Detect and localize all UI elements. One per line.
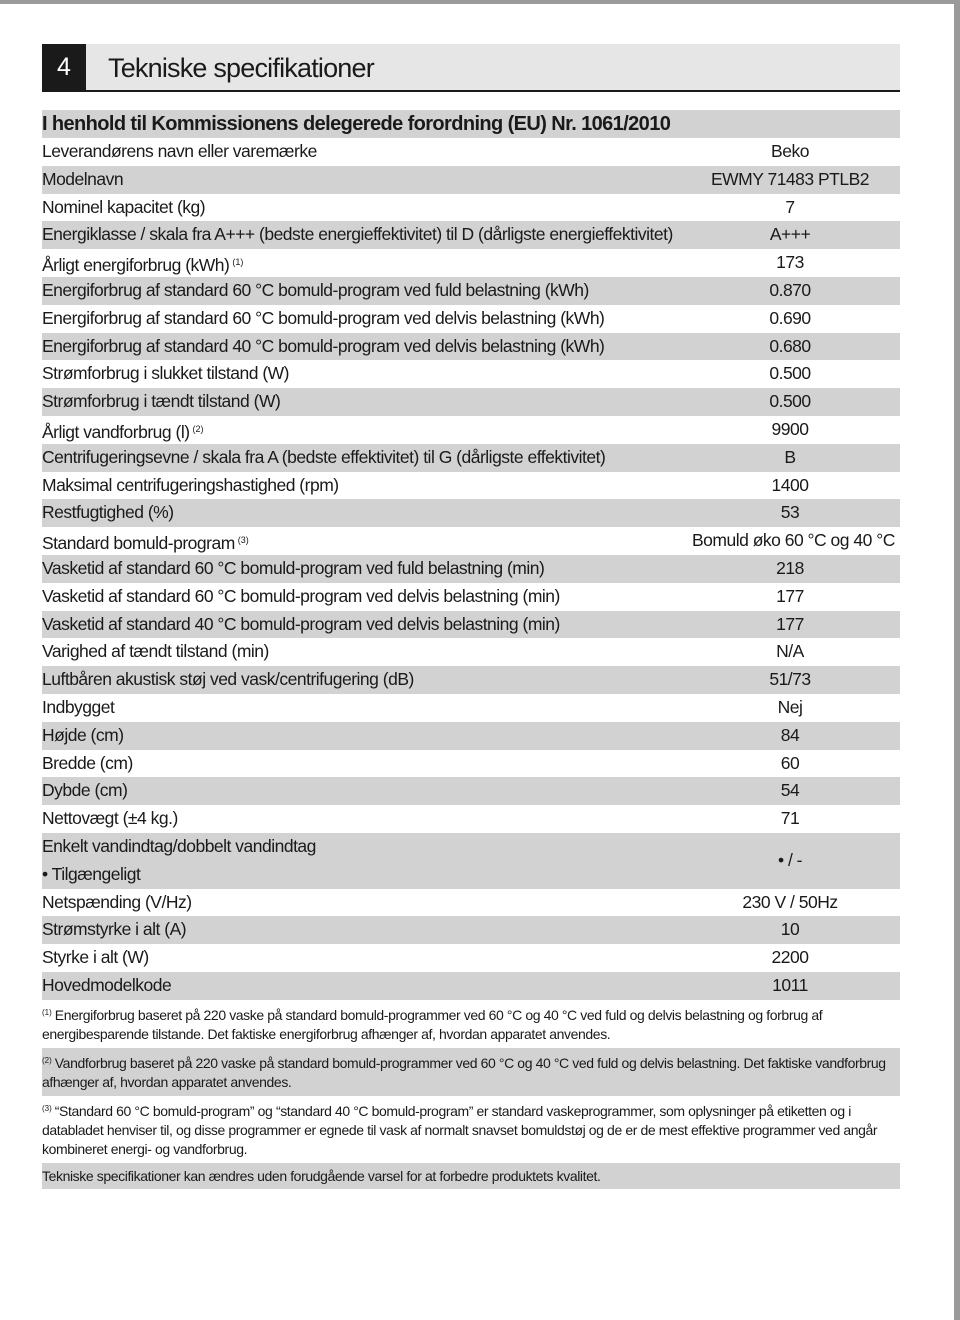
spec-label	[42, 972, 171, 1000]
spec-label	[42, 249, 243, 280]
spec-row	[42, 472, 900, 500]
spec-row	[42, 360, 900, 388]
spec-row	[42, 916, 900, 944]
spec-value: 7	[785, 196, 795, 217]
spec-label	[42, 583, 560, 611]
spec-row	[42, 305, 900, 333]
spec-label-text: Modelnavn	[42, 168, 124, 189]
spec-value: Nej	[777, 696, 803, 717]
spec-label-text: Standard bomuld-program	[42, 533, 235, 554]
spec-value: 0.690	[769, 307, 811, 328]
spec-row	[42, 277, 900, 305]
spec-label	[42, 305, 604, 333]
spec-row	[42, 221, 900, 249]
spec-label-text: Hovedmodelkode	[42, 974, 172, 995]
spec-row	[42, 944, 900, 972]
footnote	[42, 1096, 900, 1163]
spec-value: 173	[776, 252, 804, 273]
spec-value: • / -	[777, 849, 803, 870]
spec-label-text: Strømstyrke i alt (A)	[42, 919, 187, 940]
spec-label-text: Vasketid af standard 60 °C bomuld-program ved fuld belastning (min)	[42, 557, 545, 578]
spec-label	[42, 777, 127, 805]
spec-value: 0.500	[769, 363, 811, 384]
spec-row	[42, 138, 900, 166]
spec-label	[42, 499, 174, 527]
spec-value: B	[784, 446, 796, 467]
spec-value: 0.870	[769, 279, 811, 300]
spec-label-text: Strømforbrug i slukket tilstand (W)	[42, 363, 289, 384]
spec-label-text: Maksimal centrifugeringshastighed (rpm)	[42, 474, 339, 495]
page-frame-top	[0, 0, 960, 4]
spec-label	[42, 555, 544, 583]
footnote-marker: (3)	[42, 1103, 52, 1113]
spec-label-text: Energiforbrug af standard 60 °C bomuld-program ved delvis belastning (kWh)	[42, 307, 605, 328]
spec-label	[42, 916, 186, 944]
regulation-header: I henhold til Kommissionens delegerede forordning (EU) Nr. 1061/2010	[42, 110, 900, 138]
spec-value: Beko	[771, 141, 809, 161]
spec-label-text: Energiforbrug af standard 40 °C bomuld-program ved delvis belastning (kWh)	[42, 335, 605, 356]
spec-label-text: Dybde (cm)	[42, 780, 128, 801]
spec-label-line: Enkelt vandindtag/dobbelt vandindtag	[42, 835, 316, 856]
spec-value: 71	[780, 808, 800, 829]
footnote-ref: (3)	[237, 535, 249, 546]
spec-value: 9900	[771, 418, 809, 439]
spec-label	[42, 194, 205, 222]
chapter-number: 4	[42, 44, 86, 90]
spec-row	[42, 750, 900, 778]
spec-label-text: Centrifugeringsevne / skala fra A (bedste effektivitet) til G (dårligste effektivitet)	[42, 446, 606, 467]
footnote-ref: (1)	[232, 257, 244, 268]
spec-row	[42, 388, 900, 416]
spec-label-text: Årligt vandforbrug (l)	[42, 421, 190, 442]
spec-label	[42, 666, 414, 694]
spec-label-text: Indbygget	[42, 696, 115, 717]
spec-label-text: Vasketid af standard 60 °C bomuld-program ved delvis belastning (min)	[42, 585, 560, 606]
spec-label-text: Nominel kapacitet (kg)	[42, 196, 206, 217]
spec-value: 84	[780, 724, 800, 745]
spec-label	[42, 694, 114, 722]
spec-value: 51/73	[769, 669, 811, 690]
spec-label	[42, 944, 149, 972]
spec-value: 177	[776, 613, 804, 634]
spec-value: 60	[780, 752, 800, 773]
spec-label-text: Netspænding (V/Hz)	[42, 891, 192, 912]
footnotes	[42, 1000, 900, 1189]
spec-row	[42, 583, 900, 611]
spec-label	[42, 833, 316, 889]
spec-label	[42, 750, 133, 778]
spec-value: 218	[776, 557, 804, 578]
spec-value: 54	[780, 780, 800, 801]
footnote-text: Vandforbrug baseret på 220 vaske på standard bomuld-programmer ved 60 °C og 40 °C ved fuld og delvis belastning. Det faktiske vandforbrug afhænger af, hvordan apparatet anvendes.	[42, 1054, 886, 1090]
spec-row	[42, 777, 900, 805]
spec-label-text: Luftbåren akustisk støj ved vask/centrifugering (dB)	[42, 669, 414, 690]
footnote-marker: (1)	[42, 1007, 52, 1017]
spec-label-text: Leverandørens navn eller varemærke	[42, 141, 317, 161]
spec-row	[42, 499, 900, 527]
spec-label	[42, 221, 673, 249]
spec-row	[42, 555, 900, 583]
spec-label	[42, 722, 124, 750]
spec-label-text: Strømforbrug i tændt tilstand (W)	[42, 391, 281, 412]
footnote	[42, 1048, 900, 1096]
spec-label-text: Energiforbrug af standard 60 °C bomuld-program ved fuld belastning (kWh)	[42, 279, 589, 300]
spec-value: 53	[780, 502, 800, 523]
spec-label	[42, 388, 280, 416]
spec-value: Bomuld øko 60 °C og 40 °C	[692, 530, 895, 551]
spec-row	[42, 194, 900, 222]
spec-label	[42, 527, 249, 558]
spec-label-text: Nettovægt (±4 kg.)	[42, 808, 178, 829]
spec-label	[42, 277, 589, 305]
spec-value: A+++	[769, 224, 811, 245]
chapter-heading	[42, 44, 900, 92]
spec-label	[42, 138, 317, 166]
spec-label-text: Varighed af tændt tilstand (min)	[42, 641, 269, 662]
spec-label	[42, 805, 178, 833]
footnote	[42, 1000, 900, 1048]
spec-row	[42, 166, 900, 194]
spec-label	[42, 638, 269, 666]
spec-row	[42, 694, 900, 722]
spec-value: 2200	[771, 947, 809, 968]
spec-row	[42, 666, 900, 694]
spec-label	[42, 333, 604, 361]
spec-label-text: Højde (cm)	[42, 724, 124, 745]
spec-row	[42, 833, 900, 889]
spec-row	[42, 611, 900, 639]
spec-label-text: Bredde (cm)	[42, 752, 133, 773]
spec-row	[42, 333, 900, 361]
spec-value: EWMY 71483 PTLB2	[710, 168, 869, 189]
spec-table	[42, 110, 900, 1189]
spec-value: 177	[776, 585, 804, 606]
spec-label-text: Vasketid af standard 40 °C bomuld-program ved delvis belastning (min)	[42, 613, 560, 634]
spec-label-text: Restfugtighed (%)	[42, 502, 174, 523]
spec-label-text: Årligt energiforbrug (kWh)	[42, 255, 230, 276]
spec-label-text: Energiklasse / skala fra A+++ (bedste energieffektivitet) til D (dårligste energieffektivitet)	[42, 224, 673, 245]
spec-value: 230 V / 50Hz	[742, 891, 838, 912]
spec-row	[42, 722, 900, 750]
spec-label	[42, 472, 339, 500]
spec-row	[42, 972, 900, 1000]
spec-row	[42, 444, 900, 472]
spec-label	[42, 166, 123, 194]
footnote-marker: (2)	[42, 1055, 52, 1065]
spec-row	[42, 638, 900, 666]
spec-row	[42, 249, 900, 277]
spec-label	[42, 360, 289, 388]
footer-note: Tekniske specifikationer kan ændres uden forudgående varsel for at forbedre produktets kvalitet.	[42, 1163, 900, 1189]
spec-value: 1400	[771, 474, 809, 495]
spec-row	[42, 805, 900, 833]
spec-label-line: • Tilgængeligt	[42, 863, 141, 884]
spec-value: 1011	[772, 974, 808, 995]
spec-label	[42, 444, 605, 472]
page-frame-right	[954, 0, 960, 1320]
footnote-text: Energiforbrug baseret på 220 vaske på standard bomuld-programmer ved 60 °C og 40 °C ved fuld og delvis belastning og forbrug af energibesparende tilstande. Det faktiske energiforbrug afhænger af, hvordan apparatet anvendes.	[42, 1006, 823, 1042]
spec-label	[42, 416, 204, 447]
chapter-title: Tekniske specifikationer	[108, 53, 374, 83]
spec-label-text: Styrke i alt (W)	[42, 947, 149, 968]
spec-value: 0.500	[769, 391, 811, 412]
spec-row	[42, 527, 900, 555]
spec-label	[42, 611, 560, 639]
spec-row	[42, 889, 900, 917]
footnote-ref: (2)	[192, 423, 204, 434]
footnote-text: “Standard 60 °C bomuld-program” og “standard 40 °C bomuld-program” er standard vaskeprogrammer, som oplysninger på etiketten og i databladet henviser til, og disse programmer er egnede til vask af normalt snavset bomuldstøj og de er de mest effektive programmer ved angår kombineret energi- og vandforbrug.	[42, 1102, 878, 1157]
spec-value: N/A	[776, 641, 804, 662]
spec-value: 10	[780, 919, 800, 940]
spec-row	[42, 416, 900, 444]
spec-value: 0.680	[769, 335, 811, 356]
spec-rows	[42, 138, 900, 1000]
spec-label	[42, 889, 192, 917]
